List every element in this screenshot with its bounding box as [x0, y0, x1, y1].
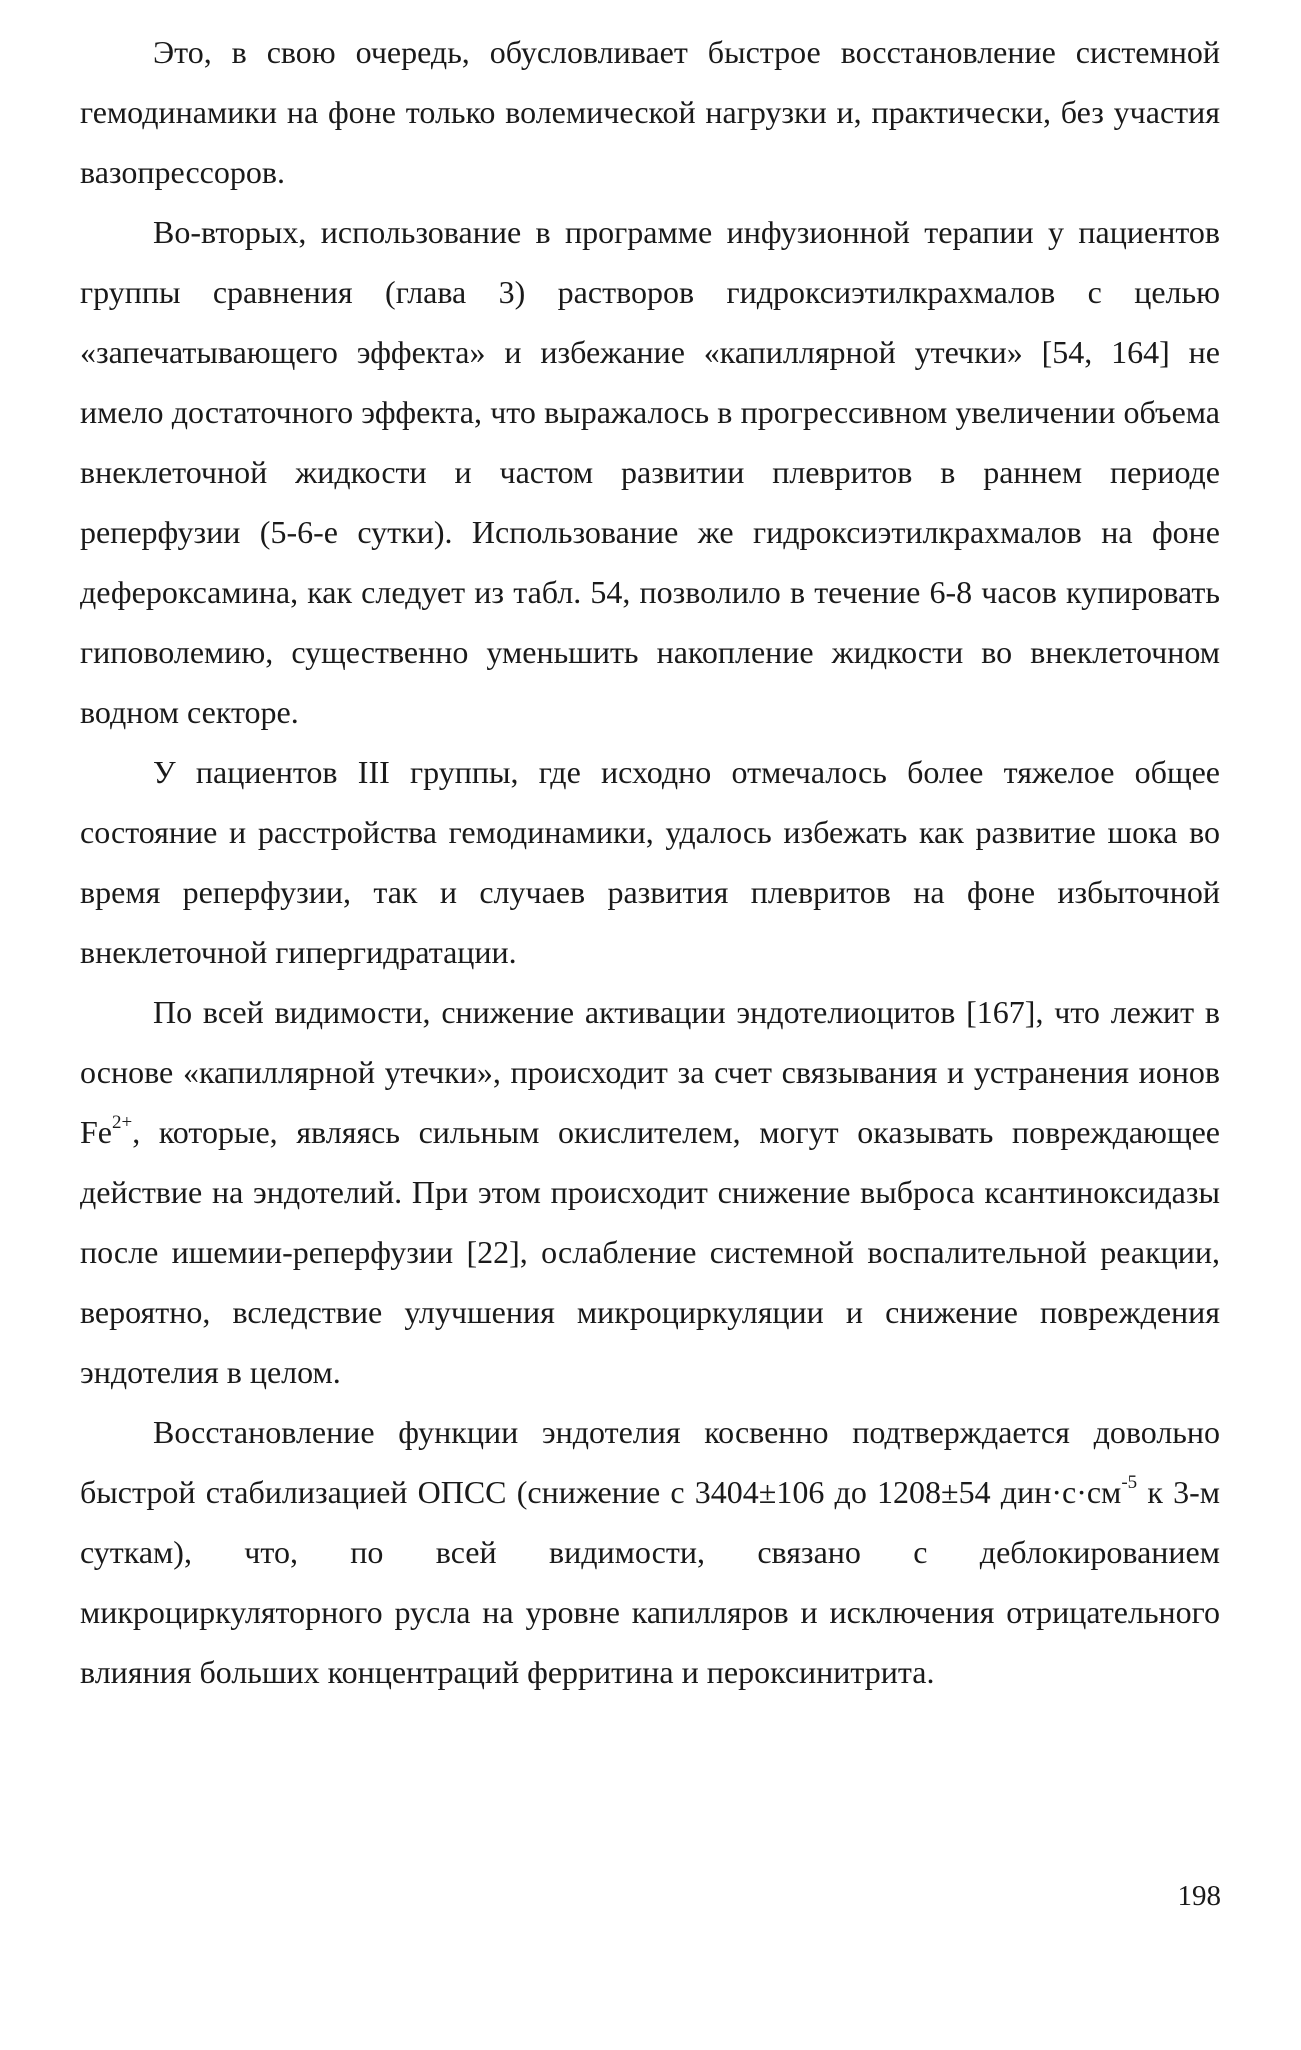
page-number: 198 [1177, 1880, 1221, 1912]
unit-exponent: -5 [1121, 1472, 1138, 1493]
paragraph-4 [80, 982, 1220, 1402]
paragraph-5-text-start: Восстановление функции эндотелия косвенно подтверждается довольно быстрой стабилизацией ОПСС (снижение с 3404±106 до 1208±54 дин·с·см [80, 1414, 1220, 1510]
iron-ion-charge: 2+ [112, 1112, 133, 1133]
paragraph-1: Это, в свою очередь, обусловливает быстрое восстановление системной гемодинамики на фоне только волемической нагрузки и, практически, без участия вазопрессоров. [80, 34, 1220, 190]
paragraph-4-text-start: По всей видимости, снижение активации эндотелиоцитов [167], что лежит в основе «капиллярной утечки», происходит за счет связывания и устранения ионов Fe [80, 994, 1220, 1150]
paragraph-2: Во-вторых, использование в программе инфузионной терапии у пациентов группы сравнения (глава 3) растворов гидроксиэтилкрахмалов с целью «запечатывающего эффекта» и избежание «капиллярной утечки» [54, 164] не имело достаточного эффекта, что выражалось в прогрессивном увеличении объема внеклеточной жидкости и частом развитии плевритов в раннем периоде реперфузии (5-6-е сутки). Использование же гидроксиэтилкрахмалов на фоне дефероксамина, как следует из табл. 54, позволило в течение 6-8 часов купировать гиповолемию, существенно уменьшить накопление жидкости во внеклеточном водном секторе. [80, 214, 1220, 730]
paragraph-5 [80, 1402, 1220, 1702]
paragraph-4-text-end: , которые, являясь сильным окислителем, могут оказывать повреждающее действие на эндотелий. При этом происходит снижение выброса ксантиноксидазы после ишемии-реперфузии [22], ослабление системной воспалительной реакции, вероятно, вследствие улучшения микроциркуляции и снижение повреждения эндотелия в целом. [80, 1114, 1220, 1390]
paragraph-5-text-end: к 3-м суткам), что, по всей видимости, связано с деблокированием микроциркуляторного русла на уровне капилляров и исключения отрицательного влияния больших концентраций ферритина и пероксинитрита. [80, 1474, 1221, 1690]
body-text [80, 22, 1220, 1702]
paragraph-3: У пациентов III группы, где исходно отмечалось более тяжелое общее состояние и расстройства гемодинамики, удалось избежать как развитие шока во время реперфузии, так и случаев развития плевритов на фоне избыточной внеклеточной гипергидратации. [80, 754, 1220, 970]
